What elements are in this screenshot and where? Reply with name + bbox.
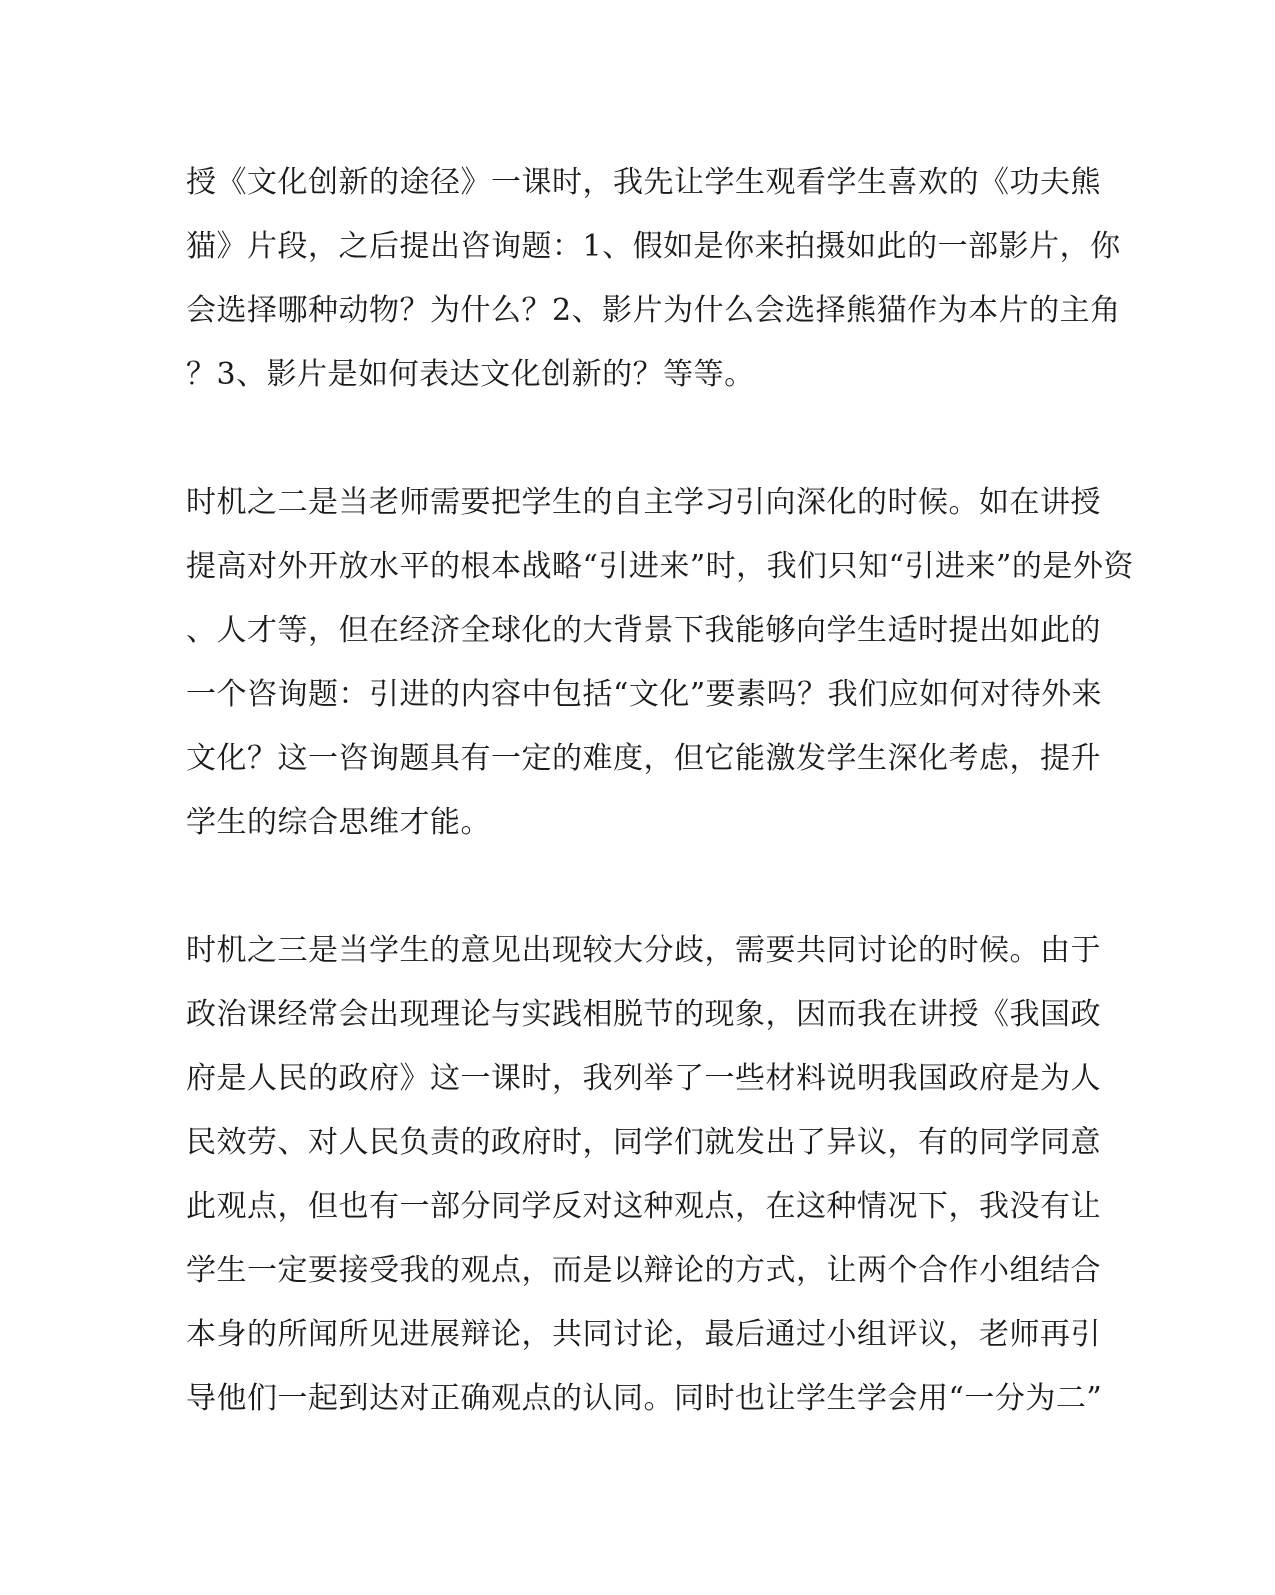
- paragraph-3-line-2: 政治课经常会出现理论与实践相脱节的现象，因而我在讲授《我国政: [186, 997, 1101, 1032]
- paragraph-3-line-6: 学生一定要接受我的观点，而是以辩论的方式，让两个合作小组结合: [186, 1253, 1101, 1288]
- paragraph-2-line-5: 文化？这一咨询题具有一定的难度，但它能激发学生深化考虑，提升: [186, 741, 1101, 776]
- paragraph-2-line-4: 一个咨询题：引进的内容中包括“文化”要素吗？我们应如何对待外来: [186, 677, 1103, 712]
- paragraph-2-line-3: 、人才等，但在经济全球化的大背景下我能够向学生适时提出如此的: [186, 613, 1101, 648]
- paragraph-2-line-2: 提高对外开放水平的根本战略“引进来”时，我们只知“引进来”的是外资: [186, 549, 1134, 584]
- paragraph-1-line-4: ？3、影片是如何表达文化创新的？等等。: [186, 357, 755, 392]
- paragraph-3-line-3: 府是人民的政府》这一课时，我列举了一些材料说明我国政府是为人: [186, 1061, 1101, 1096]
- paragraph-3-line-8: 导他们一起到达对正确观点的认同。同时也让学生学会用“一分为二”: [186, 1381, 1103, 1416]
- paragraph-3-line-7: 本身的所闻所见进展辩论，共同讨论，最后通过小组评议，老师再引: [186, 1317, 1101, 1352]
- paragraph-3-line-5: 此观点，但也有一部分同学反对这种观点，在这种情况下，我没有让: [186, 1189, 1101, 1224]
- paragraph-2-line-6: 学生的综合思维才能。: [186, 805, 491, 840]
- paragraph-1-line-3: 会选择哪种动物？为什么？2、影片为什么会选择熊猫作为本片的主角: [186, 293, 1121, 328]
- paragraph-2-line-1: 时机之二是当老师需要把学生的自主学习引向深化的时候。如在讲授: [186, 485, 1101, 520]
- paragraph-1-line-1: 授《文化创新的途径》一课时，我先让学生观看学生喜欢的《功夫熊: [186, 165, 1101, 200]
- paragraph-3-line-4: 民效劳、对人民负责的政府时，同学们就发出了异议，有的同学同意: [186, 1125, 1101, 1160]
- paragraph-3-line-1: 时机之三是当学生的意见出现较大分歧，需要共同讨论的时候。由于: [186, 933, 1101, 968]
- paragraph-1-line-2: 猫》片段，之后提出咨询题：1、假如是你来拍摄如此的一部影片，你: [186, 229, 1121, 264]
